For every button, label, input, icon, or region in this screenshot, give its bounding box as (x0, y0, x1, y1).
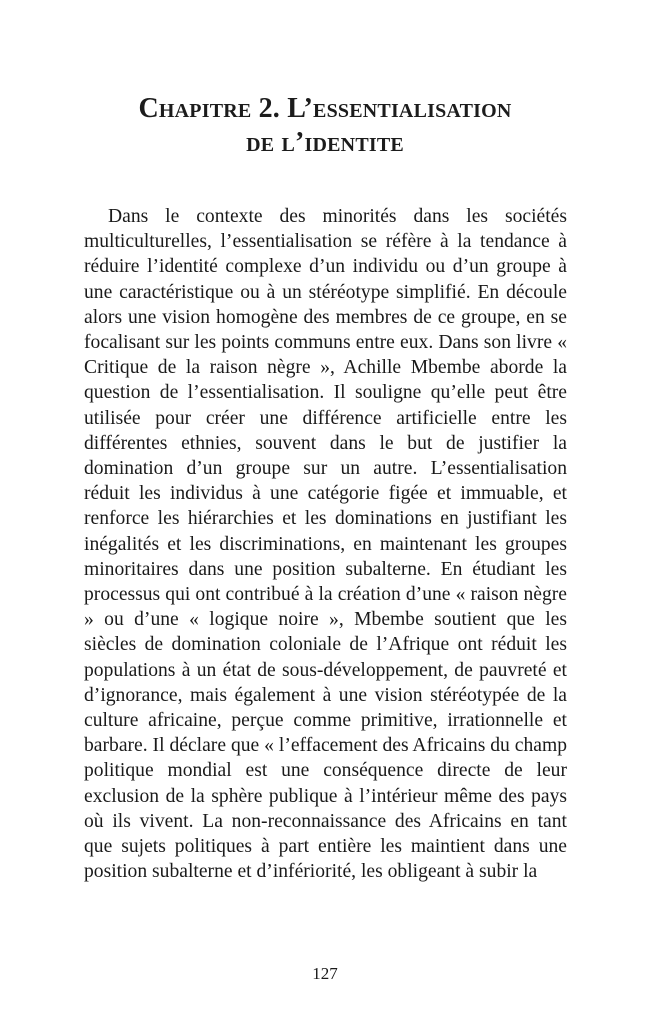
chapter-title (84, 92, 566, 160)
chapter-title-line-1: Chapitre 2. L’essentialisation (138, 93, 512, 124)
page-number: 127 (312, 964, 338, 983)
body-paragraph: Dans le contexte des minorités dans les sociétés multiculturelles, l’essentialisation se réfère à la tendance à réduire l’identité complexe d’un individu ou d’un groupe à une caractéristique ou à un stéréotype simplifié. En découle alors une vision homogène des membres de ce groupe, en se focalisant sur les points communs entre eux. Dans son livre « Critique de la raison nègre », Achille Mbembe aborde la question de l’essentialisation. Il souligne qu’elle peut être utilisée pour créer une différence artificielle entre les différentes ethnies, souvent dans le but de justifier la domination d’un groupe sur un autre. L’essentialisation réduit les individus à une catégorie figée et immuable, et renforce les hiérarchies et les dominations en justifiant les inégalités et les discriminations, en maintenant les groupes minoritaires dans une position subalterne. En étudiant les processus qui ont contribué à la création d’une « raison nègre » ou d’une « logique noire », Mbembe soutient que les siècles de domination coloniale de l’Afrique ont réduit les populations à un état de sous-développement, de pauvreté et d’ignorance, mais également à une vision stéréotypée de la culture africaine, perçue comme primitive, irrationnelle et barbare. Il déclare que « l’effacement des Africains du champ politique mondial est une conséquence directe de leur exclusion de la sphère publique à l’intérieur même des pays où ils vivent. La non-reconnaissance des Africains en tant que sujets politiques à part entière les maintient dans une position subalterne et d’infériorité, les obligeant à subir la (84, 206, 567, 883)
chapter-title-line-2: de l’identite (246, 127, 404, 158)
